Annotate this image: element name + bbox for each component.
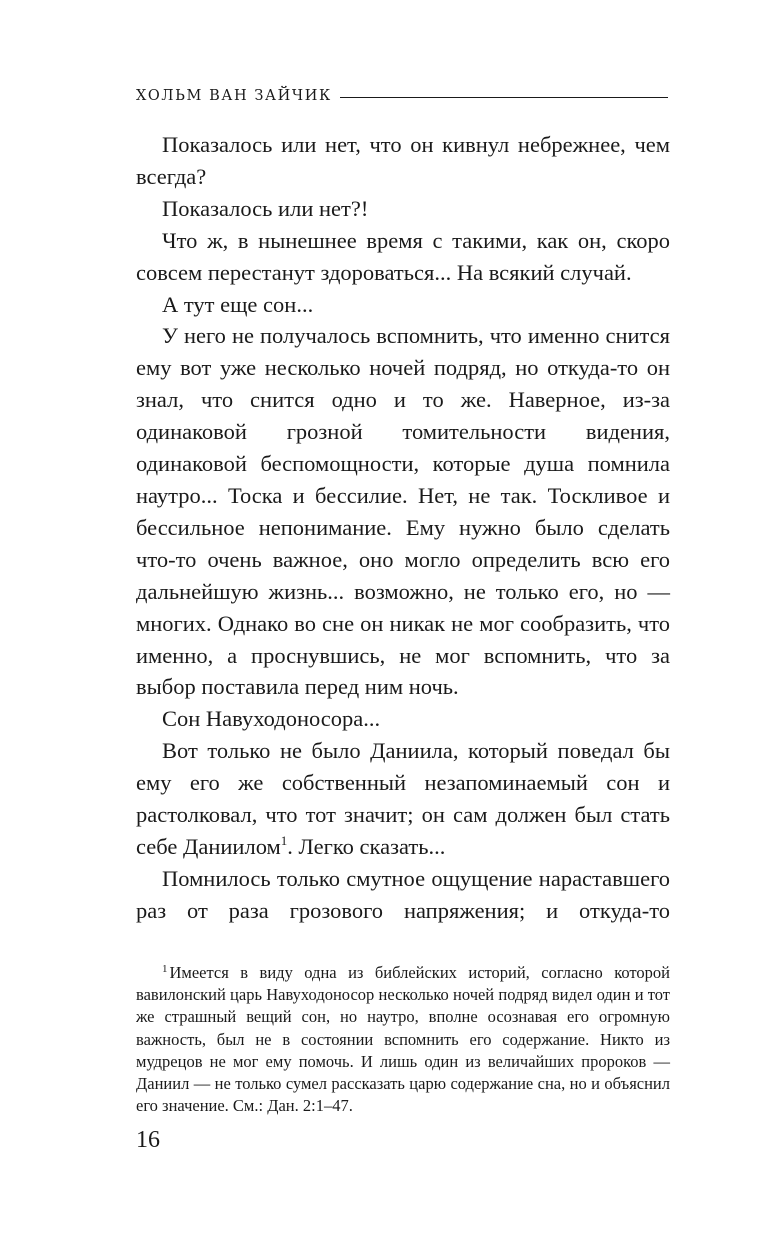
paragraph-7-tail: . Легко сказать... [287, 833, 446, 859]
paragraph-8: Помнилось только смутное ощущение нараставшего раз от раза грозового напряжения; и откуда-то [136, 865, 670, 923]
paragraph-2: Показалось или нет?! [162, 195, 369, 221]
footnote-mark: 1 [162, 963, 168, 975]
body-text [136, 129, 670, 927]
paragraph-4: А тут еще сон... [162, 291, 314, 317]
footnote [136, 962, 670, 1117]
paragraph-1: Показалось или нет, что он кивнул небрежнее, чем всегда? [136, 132, 670, 189]
paragraph-7 [136, 735, 670, 863]
running-head-title: ХОЛЬМ ВАН ЗАЙЧИК [136, 88, 332, 104]
running-head [136, 86, 668, 106]
footnote-paragraph [136, 962, 670, 1117]
paragraph-3: Что ж, в нынешнее время с такими, как он, скоро совсем перестанут здороваться... На всякий случай. [136, 227, 670, 285]
footnote-reference[interactable]: 1 [280, 832, 288, 848]
footnote-text: Имеется в виду одна из библейских историй, согласно которой вавилонский царь Навуходоносор несколько ночей подряд видел один и тот же страшный вещий сон, но наутро, вполне осознавая его огромную важность, был не в состоянии вспомнить его содержание. Никто из мудрецов не мог ему помочь. И лишь один из величайших пророков — Даниил — не только сумел рассказать царю содержание сна, но и объяснил его значение. См.: Дан. 2:1–47. [136, 963, 670, 1116]
running-head-rule [340, 97, 668, 98]
paragraph-5: У него не получалось вспомнить, что именно снится ему вот уже несколько ночей подряд, но откуда-то он знал, что снится одно и то же. Наверное, из-за одинаковой грозной томительности видения, одинаковой беспомощности, которые душа помнила наутро... Тоска и бессилие. Нет, не так. Тоскливое и бессильное непонимание. Ему нужно было сделать что-то очень важное, оно могло определить всю его дальнейшую жизнь... возможно, не только его, но — многих. Однако во сне он никак не мог сообразить, что именно, а проснувшись, не мог вспомнить, что за выбор поставила перед ним ночь. [136, 323, 670, 700]
paragraph-6: Сон Навуходоносора... [162, 706, 381, 732]
page-number: 16 [136, 1127, 160, 1153]
paragraph-7-text: Вот только не было Даниила, который поведал бы ему его же собственный незапоминаемый сон и растолковал, что тот значит; он сам должен был стать себе Даниилом [136, 738, 670, 859]
